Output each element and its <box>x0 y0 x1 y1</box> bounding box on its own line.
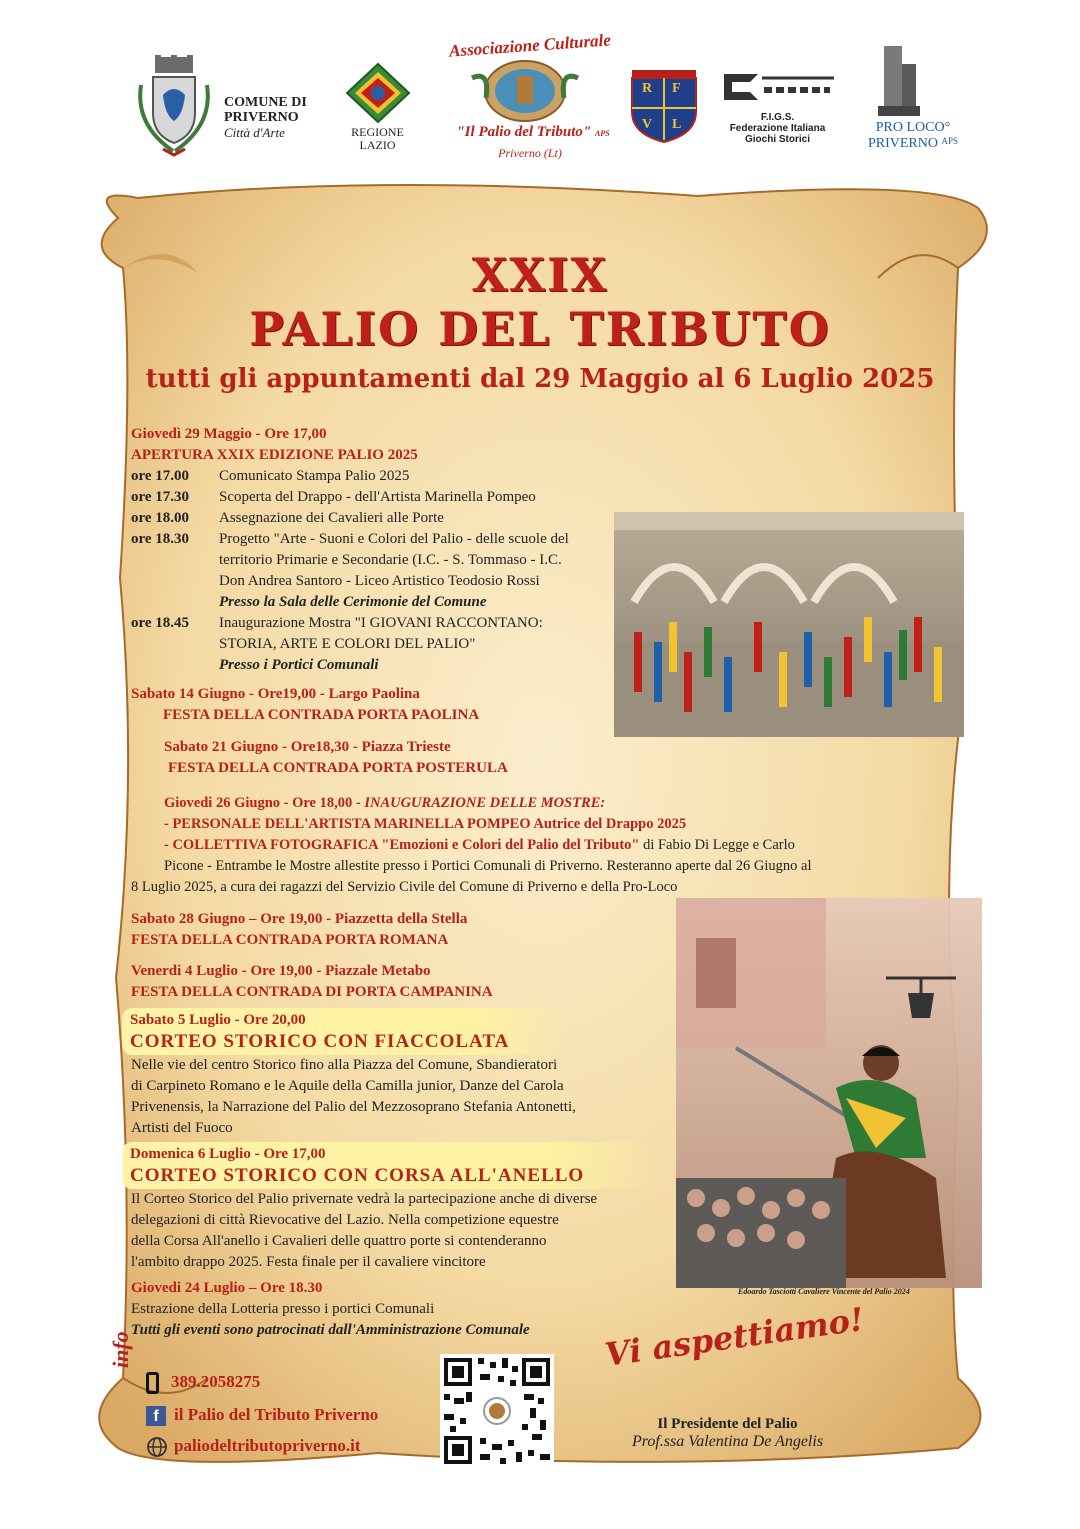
event-title: FESTA DELLA CONTRADA PORTA ROMANA <box>131 932 449 948</box>
assoc-aps: APS <box>594 129 610 138</box>
schedule-desc-line: Inaugurazione Mostra "I GIOVANI RACCONTANO: <box>219 615 543 631</box>
event-desc-line: l'ambito drappo 2025. Festa finale per il cavaliere vincitore <box>131 1254 486 1270</box>
schedule-item <box>131 508 631 529</box>
schedule-time: ore 17.30 <box>131 489 190 505</box>
regione-name: REGIONE LAZIO <box>351 125 404 153</box>
photo-corteo-steps <box>614 512 964 737</box>
assoc-medallion-icon <box>470 58 580 124</box>
figs-logo-icon <box>718 66 838 106</box>
event-6-luglio <box>122 1142 702 1273</box>
event-24-luglio <box>131 1278 651 1341</box>
event-subtitle: INAUGURAZIONE DELLE MOSTRE: <box>364 795 606 811</box>
event-title: FESTA DELLA CONTRADA PORTA PAOLINA <box>163 707 480 723</box>
event-4-luglio <box>131 961 493 1003</box>
event-highlight <box>122 1008 568 1055</box>
logo-bar <box>0 0 1080 170</box>
event-desc-line: Nelle vie del centro Storico fino alla Piazza del Comune, Sbandieratori <box>131 1057 558 1073</box>
event-date: Sabato 5 Luglio - Ore 20,00 <box>130 1012 306 1028</box>
event-29-maggio <box>131 424 631 676</box>
figs-abbr: F.I.G.S. <box>760 112 795 123</box>
comune-crest-icon <box>133 55 215 160</box>
schedule-place: Presso i Portici Comunali <box>219 657 379 673</box>
qr-code[interactable] <box>440 1354 554 1468</box>
event-date: Sabato 14 Giugno - Ore19,00 - Largo Paolina <box>131 686 420 702</box>
schedule-desc-line: STORIA, ARTE E COLORI DEL PALIO" <box>219 636 476 652</box>
exhibition-item: - COLLETTIVA FOTOGRAFICA "Emozioni e Colori del Palio del Tributo" <box>164 837 640 853</box>
event-desc-line: Privenensis, la Narrazione del Palio del Mezzosoprano Stefania Antonetti, <box>131 1099 576 1115</box>
rfvl-letter-r: R <box>642 81 653 96</box>
figs-name: Federazione Italiana Giochi Storici <box>729 123 826 145</box>
president-name: Prof.ssa Valentina De Angelis <box>631 1433 824 1450</box>
page-subtitle: tutti gli appuntamenti dal 29 Maggio al 6 Luglio 2025 <box>145 364 935 394</box>
president-signature <box>600 1416 855 1451</box>
schedule-desc: Assegnazione dei Cavalieri alle Porte <box>219 510 444 526</box>
event-date: Domenica 6 Luglio - Ore 17,00 <box>130 1146 326 1162</box>
assoc-subtitle <box>438 124 628 141</box>
page-title: PALIO DEL TRIBUTO <box>249 302 831 356</box>
event-date: Sabato 28 Giugno – Ore 19,00 - Piazzetta della Stella <box>131 911 468 927</box>
proloco-name: PRO LOCO° <box>875 120 951 135</box>
facebook-icon: f <box>146 1406 166 1426</box>
phone-icon <box>146 1372 159 1394</box>
schedule-item <box>131 487 631 508</box>
event-26-giugno-details <box>131 856 961 898</box>
event-desc-line: 8 Luglio 2025, a cura dei ragazzi del Servizio Civile del Comune di Priverno e della Pro-Loco <box>131 879 678 895</box>
schedule-desc: Comunicato Stampa Palio 2025 <box>219 468 410 484</box>
exhibition-item: - PERSONALE DELL'ARTISTA MARINELLA POMPEO Autrice del Drappo 2025 <box>164 816 687 832</box>
event-21-giugno <box>164 737 508 779</box>
comune-sub-text: Città d'Arte <box>224 124 285 140</box>
rfvl-shield-icon <box>630 68 698 144</box>
event-highlight <box>122 1142 658 1189</box>
info-facebook[interactable] <box>146 1405 378 1426</box>
schedule-desc-line: Don Andrea Santoro - Liceo Artistico Teodosio Rossi <box>219 573 540 589</box>
assoc-sub-text: "Il Palio del Tributo" <box>456 124 592 140</box>
event-title: APERTURA XXIX EDIZIONE PALIO 2025 <box>131 447 418 463</box>
comune-name-text: COMUNE DI PRIVERNO <box>224 95 307 126</box>
schedule-desc-line: Progetto "Arte - Suoni e Colori del Palio - delle scuole del <box>219 531 569 547</box>
schedule-desc <box>219 529 569 613</box>
phone-number: 389.2058275 <box>171 1372 261 1391</box>
event-desc-line: Picone - Entrambe le Mostre allestite presso i Portici Comunali di Priverno. Resteranno aperte dal 26 Giugno al <box>164 858 812 874</box>
proloco-aps: APS <box>941 136 959 146</box>
event-desc-line: della Corsa All'anello i Cavalieri delle quattro porte si contenderanno <box>131 1233 547 1249</box>
event-title: CORTEO STORICO CON FIACCOLATA <box>130 1031 510 1052</box>
president-role: Il Presidente del Palio <box>657 1416 798 1432</box>
event-note: Tutti gli eventi sono patrocinati dall'Amministrazione Comunale <box>131 1322 530 1338</box>
schedule-item <box>131 529 631 613</box>
schedule-desc-line: territorio Primarie e Secondarie (I.C. - S. Tommaso - I.C. <box>219 552 562 568</box>
event-title: CORTEO STORICO CON CORSA ALL'ANELLO <box>130 1165 585 1186</box>
event-5-luglio <box>122 1008 682 1139</box>
closing-greeting: Vi aspettiamo! <box>602 1300 867 1374</box>
event-date: Giovedì 29 Maggio - Ore 17,00 <box>131 426 327 442</box>
event-26-giugno <box>164 793 954 856</box>
event-28-giugno <box>131 909 467 951</box>
title-edition: XXIX <box>471 248 609 302</box>
rfvl-letter-l: L <box>672 117 682 132</box>
schedule-desc: Scoperta del Drappo - dell'Artista Marinella Pompeo <box>219 489 536 505</box>
globe-icon <box>146 1436 168 1458</box>
event-title: FESTA DELLA CONTRADA DI PORTA CAMPANINA <box>131 984 493 1000</box>
schedule-place: Presso la Sala delle Cerimonie del Comune <box>219 594 487 610</box>
event-14-giugno <box>131 684 479 726</box>
schedule-time: ore 18.30 <box>131 531 190 547</box>
schedule-desc <box>219 613 543 676</box>
photo-caption: Edoardo Tasciotti Cavaliere Vincente del Palio 2024 <box>738 1287 910 1296</box>
event-title: FESTA DELLA CONTRADA PORTA POSTERULA <box>168 760 508 776</box>
info-label: info <box>108 1331 133 1368</box>
schedule-item <box>131 466 631 487</box>
event-date: Giovedi 24 Luglio – Ore 18.30 <box>131 1280 323 1296</box>
schedule-item <box>131 613 631 676</box>
schedule-time: ore 17.00 <box>131 468 190 484</box>
event-desc-line: Estrazione della Lotteria presso i portici Comunali <box>131 1301 435 1317</box>
proloco-city: PRIVERNO <box>867 136 938 151</box>
exhibition-authors: di Fabio Di Legge e Carlo <box>639 837 795 853</box>
event-date: Sabato 21 Giugno - Ore18,30 - Piazza Trieste <box>164 739 451 755</box>
rfvl-letter-v: V <box>642 117 653 132</box>
event-desc-line: Il Corteo Storico del Palio privernate vedrà la partecipazione anche di diverse <box>131 1191 598 1207</box>
photo-cavaliere <box>676 898 982 1288</box>
comune-name <box>224 95 324 140</box>
proloco-monument-icon <box>876 42 922 118</box>
event-desc-line: Artisti del Fuoco <box>131 1120 233 1136</box>
assoc-title: Associazione Culturale <box>448 30 612 61</box>
website-link: paliodeltributopriverno.it <box>174 1436 361 1455</box>
schedule-time: ore 18.45 <box>131 615 190 631</box>
assoc-city: Priverno (Lt) <box>498 146 562 160</box>
figs-text <box>715 112 840 145</box>
facebook-page: il Palio del Tributo Priverno <box>174 1405 379 1424</box>
event-desc-line: delegazioni di città Rievocative del Lazio. Nella competizione equestre <box>131 1212 559 1228</box>
proloco-text <box>858 120 968 152</box>
rfvl-letter-f: F <box>672 81 681 96</box>
event-date: Giovedi 26 Giugno - Ore 18,00 - <box>164 795 365 811</box>
regione-lazio-emblem-icon <box>345 62 411 124</box>
schedule-time: ore 18.00 <box>131 510 190 526</box>
info-website[interactable] <box>146 1436 361 1458</box>
event-desc-line: di Carpineto Romano e le Aquile della Camilla junior, Danze del Carola <box>131 1078 564 1094</box>
info-phone[interactable] <box>146 1372 260 1394</box>
event-date: Venerdi 4 Luglio - Ore 19,00 - Piazzale Metabo <box>131 963 431 979</box>
